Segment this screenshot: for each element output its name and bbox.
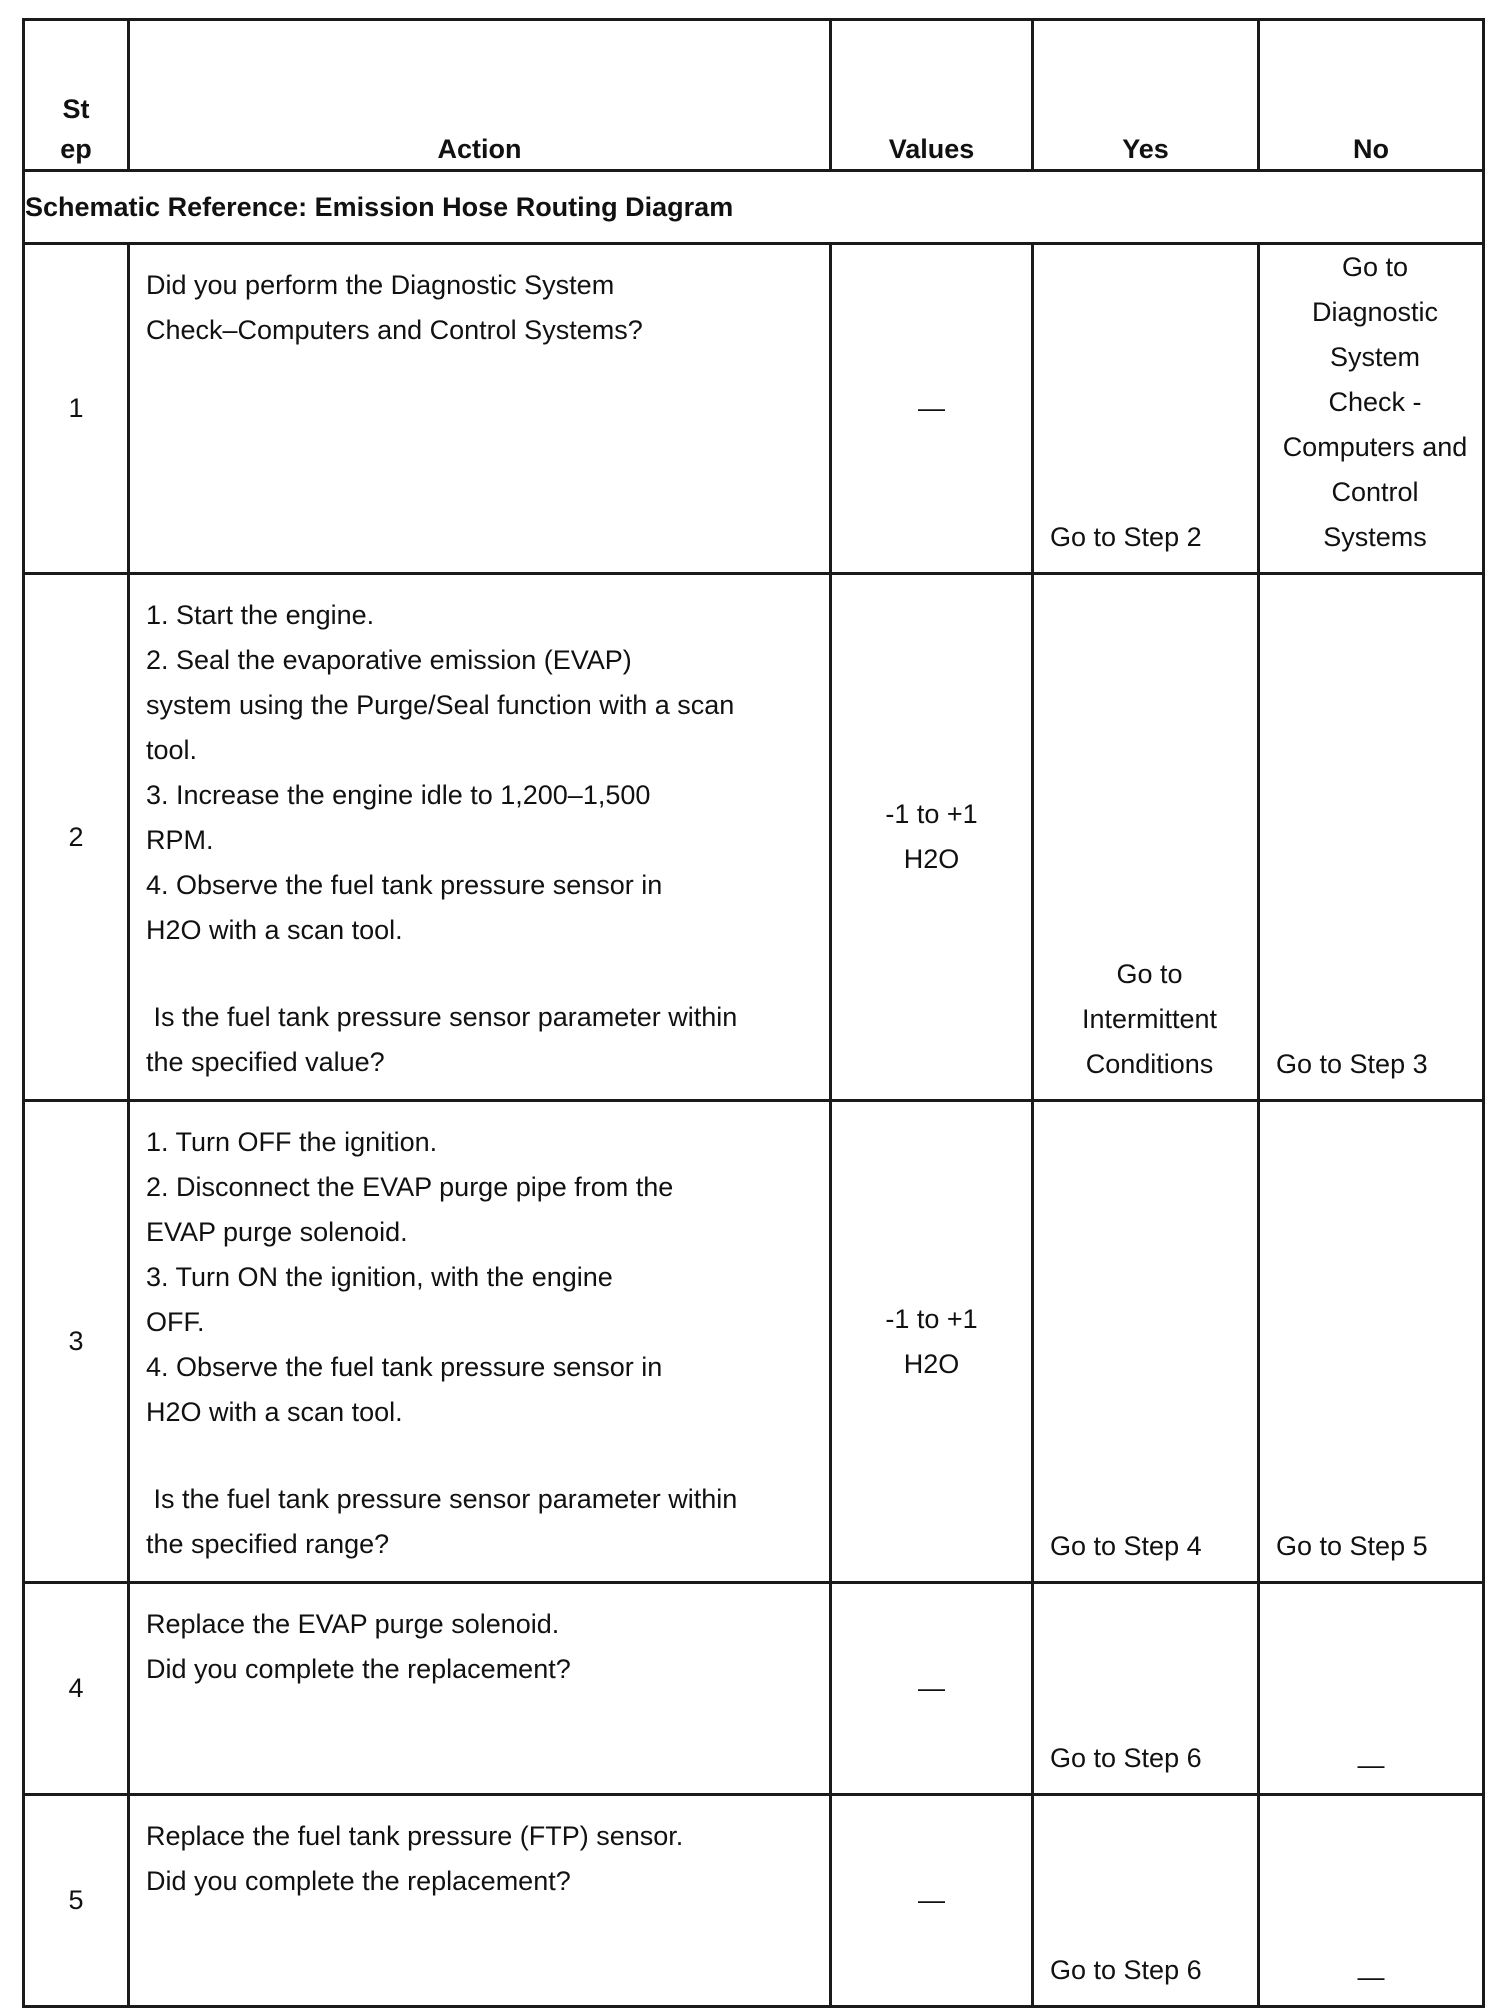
no-cell: — (1259, 1583, 1484, 1795)
action-cell: 1. Start the engine. 2. Seal the evaporative emission (EVAP) system using the Purge/Seal function with a scan tool. 3. Increase the engine idle to 1,200–1,500 RPM. 4. Observe the fuel tank pressure sensor in H2O with a scan tool. Is the fuel tank pressure sensor parameter within the specified value? (129, 574, 831, 1101)
header-no: No (1259, 20, 1484, 171)
no-cell: Go to Diagnostic System Check - Computers and Control Systems (1259, 244, 1484, 574)
step-number: 4 (24, 1583, 129, 1795)
action-cell: Replace the fuel tank pressure (FTP) sensor. Did you complete the replacement? (129, 1795, 831, 2007)
yes-cell: Go to Intermittent Conditions (1033, 574, 1259, 1101)
action-line: Did you perform the Diagnostic System (146, 270, 615, 300)
header-step: St ep (24, 20, 129, 171)
diagnostic-table (22, 18, 1485, 2008)
values-cell: -1 to +1 H2O (831, 1101, 1033, 1583)
step-number: 2 (24, 574, 129, 1101)
action-cell: 1. Turn OFF the ignition. 2. Disconnect the EVAP purge pipe from the EVAP purge solenoid. 3. Turn ON the ignition, with the engine OFF. 4. Observe the fuel tank pressure sensor in H2O with a scan tool. Is the fuel tank pressure sensor parameter within the specified range? (129, 1101, 831, 1583)
values-cell: -1 to +1 H2O (831, 574, 1033, 1101)
values-cell: — (831, 244, 1033, 574)
yes-cell: Go to Step 6 (1033, 1583, 1259, 1795)
action-cell (129, 244, 831, 574)
no-cell: Go to Step 5 (1259, 1101, 1484, 1583)
step-row-1 (24, 244, 1484, 574)
step-row-2 (24, 574, 1484, 1101)
yes-cell: Go to Step 6 (1033, 1795, 1259, 2007)
yes-cell: Go to Step 2 (1033, 244, 1259, 574)
step-number: 5 (24, 1795, 129, 2007)
step-number: 1 (24, 244, 129, 574)
header-action: Action (129, 20, 831, 171)
yes-cell: Go to Step 4 (1033, 1101, 1259, 1583)
action-cell: Replace the EVAP purge solenoid. Did you complete the replacement? (129, 1583, 831, 1795)
no-cell: — (1259, 1795, 1484, 2007)
step-row-4 (24, 1583, 1484, 1795)
header-values: Values (831, 20, 1033, 171)
values-cell: — (831, 1583, 1033, 1795)
step-row-5 (24, 1795, 1484, 2007)
schematic-reference-row (24, 171, 1484, 244)
step-number: 3 (24, 1101, 129, 1583)
header-yes: Yes (1033, 20, 1259, 171)
no-cell: Go to Step 3 (1259, 574, 1484, 1101)
header-row (24, 20, 1484, 171)
values-cell: — (831, 1795, 1033, 2007)
schematic-reference: Schematic Reference: Emission Hose Routing Diagram (24, 171, 1484, 244)
step-row-3 (24, 1101, 1484, 1583)
action-line: Check–Computers and Control Systems? (146, 315, 643, 345)
